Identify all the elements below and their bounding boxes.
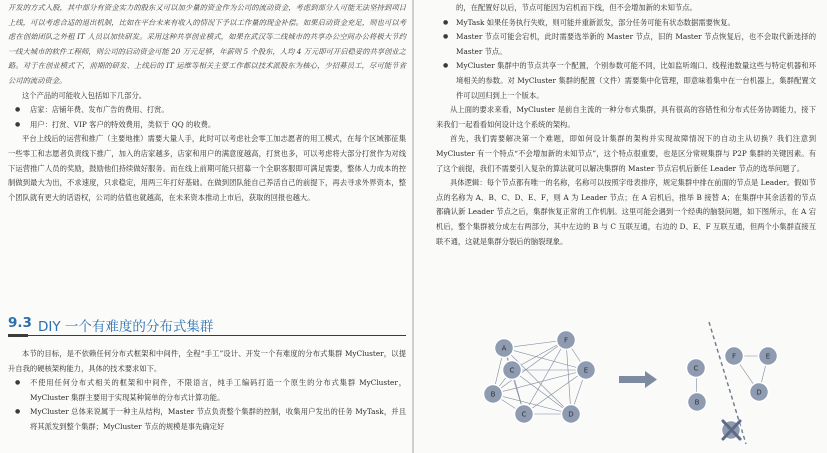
revenue-item: ● 店家：店铺年费、发布广告的费用、打赏。: [8, 103, 406, 118]
split-cluster-node-label: B: [694, 398, 700, 407]
split-cluster-node-label: E: [765, 352, 771, 361]
full-cluster-node-label: B: [490, 390, 496, 399]
right-page: [414, 0, 827, 453]
design-paragraph-2: 首先，我们需要解决第一个难题，即如何设计集群的架构并实现故障情况下的自动主从切换？我们注意到 MyCluster 有一个特点“不会增加新的未知节点”，这个特点很重要，也是区分常规集群与 P2P 集群的关键因素。有了这个前提，我们不需要引入复杂的算法就可以解决集群的 Master 节点宕机后新任 Leader 节点的选举问题了。: [436, 134, 816, 173]
full-cluster-node-label: E: [583, 366, 589, 375]
split-brain-diagram: [414, 322, 827, 453]
transition-arrow: [619, 371, 657, 388]
section-rule-accent: [8, 334, 28, 337]
tech-requirements-list: [8, 376, 406, 434]
left-page: [0, 0, 413, 453]
cluster-requirement-item: ● MyTask 如果任务执行失败，则可能并重新派发，部分任务可能有状态数据需要恢复。: [436, 16, 816, 31]
split-cluster-nodes: [687, 347, 778, 440]
full-cluster-node-label: D: [568, 410, 574, 419]
cluster-requirements-list: [436, 16, 816, 104]
full-cluster-node-label: C: [509, 366, 515, 375]
continuation-line: 的，在配置好以后，节点可能因为宕机而下线，但不会增加新的未知节点。: [456, 3, 697, 12]
left-top-text: [8, 1, 406, 205]
section-body: [8, 347, 406, 435]
operations-paragraph: 平台上线后的运营和推广（主要地推）需要大量人手，此时可以考虑社会零工加志愿者的用工模式，在每个区域都征集一些零工和志愿者负责线下推广，加入的店家越多，店家和用户的满意度越高，打赏也多，可以考虑将大部分打赏作为对线下运营推广人员的奖励，鼓励他们持续做好服务。而在线上前期可能只招募一个全职客服即可满足需要，整体人力成本的控制做到最大为出，不求速度，只求稳定，用两三年打好基础。在做到团队能自己养活自己的前提下，再去寻求外界资本，整个团队就有更大的话语权，公司的估值也就越高，在未来资本推动上市后，获取的回报也越大。: [8, 134, 406, 202]
section-rule: [8, 335, 406, 336]
full-cluster-node-label: A: [501, 344, 507, 353]
tech-requirement-item: ● MyCluster 总体来说属于一种主从结构，Master 节点负责整个集群的控制，收集用户发出的任务 MyTask，并且将其派发到整个集群；MyCluster 节点的规模是事先确定好: [8, 405, 406, 434]
design-paragraph-3: 具体逻辑：每个节点都有唯一的名称，名称可以按照字母表排序，规定集群中排在前面的节点是 Leader。假如节点的名称为 A、B、C、D、E、F，则 A 为 Leader 节点；在 A 宕机后，推举 B 接替 A；在集群中其余活着的节点都确认新 Leader 节点之后，集群恢复正常的工作机制。这里可能会遇到一个经典的脑裂问题，如下图所示，在 A 宕机后，整个集群被分成左右两部分，其中左边的 B 与 C 互联互通，右边的 D、E、F 互联互通，但两个小集群直接互联不通，这就是集群分裂后的脑裂现象。: [436, 178, 816, 246]
product-intro: 这个产品的可能收入包括如下几部分。: [22, 90, 147, 100]
full-cluster-nodes: [484, 331, 596, 424]
section-number: 9.3: [8, 315, 32, 331]
design-paragraph-1: 从上面的要求来看，MyCluster 是前自主流的一种分布式集群，具有很高的容错性和分布式任务协调能力，接下来我们一起看看如何设计这个系统的架构。: [436, 105, 816, 129]
intro-paragraph: 开发的方式入股，其中部分有资金实力的股东又可以加少量的资金作为公司的流动资金，考虑到部分人可能无法坚持到项目上线，可以考虑合适的退出机制，比如在平台未来有收入的情况下予以工作量的现金补偿。如果启动资金充足，则也可以考虑在创始团队之外租 IT 人员以加快研发。采用这种共享创业模式，如果在武汉等二线城市的共享办公空间办公将极大节约一线大城市的软件工程师，则公司的启动资金可能 20 万元足够，年薪则 5 个股东，人均 4 万元即可开启稳妥的共享创业之路。对于在创业模式下，前期的研发、上线后的 IT 运维等相关主要工作都以技术派股东为核心，少招募员工，尽可能节省公司的流动资金。: [8, 3, 406, 85]
section-title: DIY 一个有难度的分布式集群: [38, 319, 214, 335]
revenue-item: ● 用户：打赏、VIP 客户的特效费用，类似于 QQ 的收费。: [8, 118, 406, 133]
full-cluster-node-label: C: [521, 410, 527, 419]
split-cluster-node-label: D: [756, 388, 762, 397]
cluster-requirement-item: ● Master 节点可能会宕机，此时需要选举新的 Master 节点，旧的 Master 节点恢复后，也不会取代新选择的 Master 节点。: [436, 30, 816, 59]
section-heading: [8, 311, 406, 337]
split-cluster-node-label: C: [693, 364, 699, 373]
tech-requirement-item: ● 不使用任何分布式相关的框架和中间件，不限语言，纯手工编码打造一个原生的分布式集群 MyCluster，MyCluster 集群主要用于实现某种简单的分布式计算功能。: [8, 376, 406, 405]
right-text: [436, 1, 816, 249]
section-intro: 本节的目标，是不依赖任何分布式框架和中间件，全程“手工”设计、开发一个有难度的分布式集群 MyCluster，以提升自我的硬核架构能力，具体的技术要求如下。: [8, 349, 406, 373]
cluster-requirement-item: ● MyCluster 集群中的节点共享一个配置，个别参数可能不同，比如监听端口、线程池数量这些与特定机器和环境相关的参数。对 MyCluster 集群的配置（文件）需要集中化管理，即意味着集中在一台机器上，集群配置文件可以回归到上一个版本。: [436, 59, 816, 103]
full-cluster-node-label: F: [563, 336, 569, 345]
split-cluster-node-label: F: [731, 352, 737, 361]
revenue-list: [8, 103, 406, 132]
